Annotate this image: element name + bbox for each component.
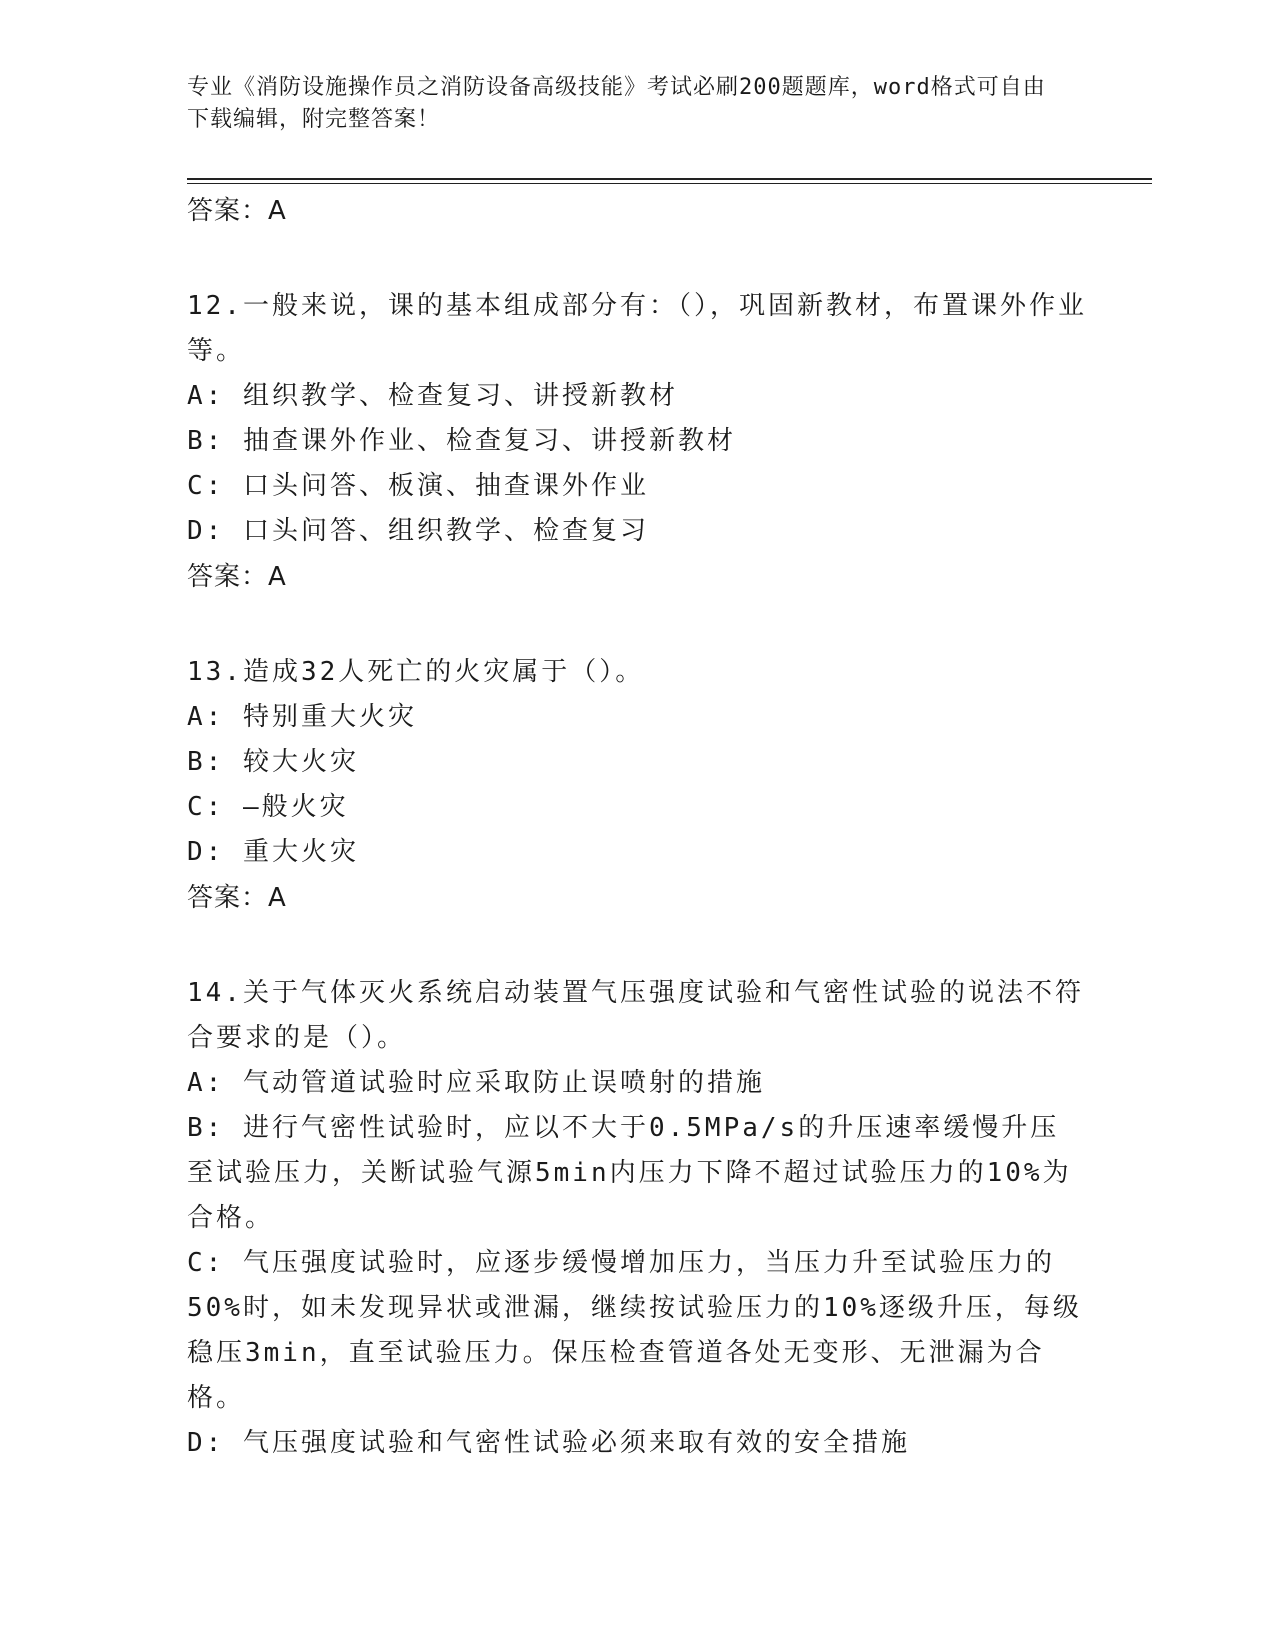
option-a	[187, 374, 1087, 419]
question-answer: 答案：A	[187, 562, 287, 592]
option-label: D:	[187, 1428, 225, 1458]
option-text: 组织教学、检查复习、讲授新教材	[242, 381, 678, 411]
option-b	[187, 419, 1087, 464]
option-text: —般火灾	[242, 792, 349, 822]
option-label: A:	[187, 1068, 225, 1098]
option-d	[187, 830, 1087, 875]
option-b	[187, 740, 1087, 785]
option-label: D:	[187, 516, 225, 546]
option-label: C:	[187, 1248, 225, 1278]
question-answer: 答案：A	[187, 883, 287, 913]
question-13	[187, 650, 1087, 921]
option-text: 口头问答、板演、抽查课外作业	[242, 471, 649, 501]
option-b	[187, 1106, 1087, 1241]
option-label: B:	[187, 1113, 225, 1143]
question-12	[187, 284, 1087, 600]
option-c	[187, 1241, 1087, 1421]
question-14	[187, 971, 1087, 1466]
option-text: 气压强度试验和气密性试验必须来取有效的安全措施	[242, 1428, 910, 1458]
document-header	[187, 72, 1067, 136]
option-text: 特别重大火灾	[242, 702, 417, 732]
option-label: C:	[187, 471, 225, 501]
option-a	[187, 1061, 1087, 1106]
option-text: 气动管道试验时应采取防止误喷射的措施	[242, 1068, 765, 1098]
option-c	[187, 785, 1087, 830]
option-text: 口头问答、组织教学、检查复习	[242, 516, 649, 546]
header-title: 专业《消防设施操作员之消防设备高级技能》考试必刷200题题库，word格式可自由下载编辑，附完整答案！	[187, 75, 1046, 132]
previous-answer: 答案：A	[187, 196, 287, 226]
option-text: 抽查课外作业、检查复习、讲授新教材	[242, 426, 736, 456]
question-text	[187, 650, 1087, 695]
option-c	[187, 464, 1087, 509]
option-label: A:	[187, 381, 225, 411]
question-text	[187, 284, 1087, 374]
option-d	[187, 509, 1087, 554]
question-body: 关于气体灭火系统启动装置气压强度试验和气密性试验的说法不符合要求的是（）。	[187, 978, 1084, 1053]
question-number: 14.	[187, 978, 243, 1008]
question-body: 造成32人死亡的火灾属于（）。	[242, 657, 645, 687]
option-text: 进行气密性试验时，应以不大于0.5MPa/s的升压速率缓慢升压至试验压力，关断试验气源5min内压力下降不超过试验压力的10%为合格。	[187, 1113, 1072, 1233]
option-d	[187, 1421, 1087, 1466]
header-divider-thin	[187, 183, 1152, 184]
option-text: 重大火灾	[242, 837, 359, 867]
option-text: 气压强度试验时，应逐步缓慢增加压力，当压力升至试验压力的50%时，如未发现异状或泄漏，继续按试验压力的10%逐级升压，每级稳压3min，直至试验压力。保压检查管道各处无变形、无泄漏为合格。	[187, 1248, 1082, 1413]
header-divider-thick	[187, 178, 1152, 180]
option-text: 较大火灾	[242, 747, 359, 777]
question-number: 13.	[187, 657, 243, 687]
question-number: 12.	[187, 291, 243, 321]
option-label: B:	[187, 747, 225, 777]
option-label: C:	[187, 792, 225, 822]
option-label: A:	[187, 702, 225, 732]
question-body: 一般来说，课的基本组成部分有：（），巩固新教材，布置课外作业等。	[187, 291, 1087, 366]
document-content	[187, 188, 1087, 1466]
option-label: B:	[187, 426, 225, 456]
option-label: D:	[187, 837, 225, 867]
question-text	[187, 971, 1087, 1061]
option-a	[187, 695, 1087, 740]
